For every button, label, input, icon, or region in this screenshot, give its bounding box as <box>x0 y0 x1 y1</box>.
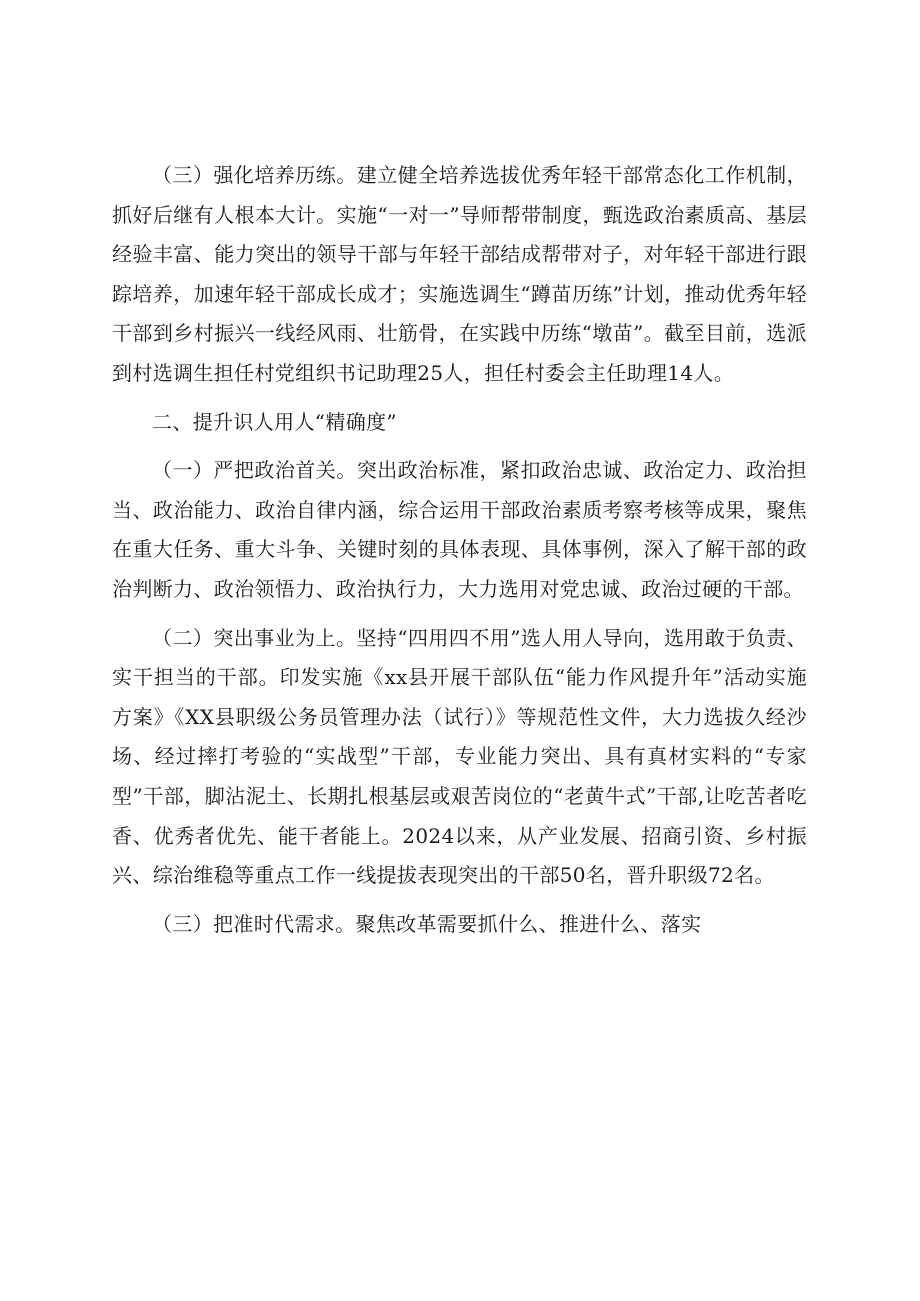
paragraph-political-standard: （一）严把政治首关。突出政治标准，紧扣政治忠诚、政治定力、政治担当、政治能力、政治自律内涵，综合运用干部政治素质考察考核等成果，聚焦在重大任务、重大斗争、关键时刻的具体表现、具体事例，深入了解干部的政治判断力、政治领悟力、政治执行力，大力选用对党忠诚、政治过硬的干部。 <box>112 458 807 601</box>
document-body <box>112 156 807 944</box>
paragraph-career-first: （二）突出事业为上。坚持“四用四不用”选人用人导向，选用敢于负责、实干担当的干部。印发实施《xx县开展干部队伍“能力作风提升年”活动实施方案》《XX县职级公务员管理办法（试行）》等规范性文件，大力选拔久经沙场、经过摔打考验的“实战型”干部，专业能力突出、具有真材实料的“专家型”干部，脚沾泥土、长期扎根基层或艰苦岗位的“老黄牛式”干部,让吃苦者吃香、优秀者优先、能干者能上。2024以来，从产业发展、招商引资、乡村振兴、综治维稳等重点工作一线提拔表现突出的干部50名，晋升职级72名。 <box>112 625 807 888</box>
section-heading-precision: 二、提升识人用人“精确度” <box>152 409 397 434</box>
paragraph-strengthen-training: （三）强化培养历练。建立健全培养选拔优秀年轻干部常态化工作机制，抓好后继有人根本大计。实施“一对一”导师帮带制度，甄选政治素质高、基层经验丰富、能力突出的领导干部与年轻干部结成帮带对子，对年轻干部进行跟踪培养，加速年轻干部成长成才；实施选调生“蹲苗历练”计划，推动优秀年轻干部到乡村振兴一线经风雨、壮筋骨，在实践中历练“墩苗”。截至目前，选派到村选调生担任村党组织书记助理25人，担任村委会主任助理14人。 <box>112 163 807 385</box>
paragraph-era-needs: （三）把准时代需求。聚焦改革需要抓什么、推进什么、落实 <box>152 911 702 936</box>
